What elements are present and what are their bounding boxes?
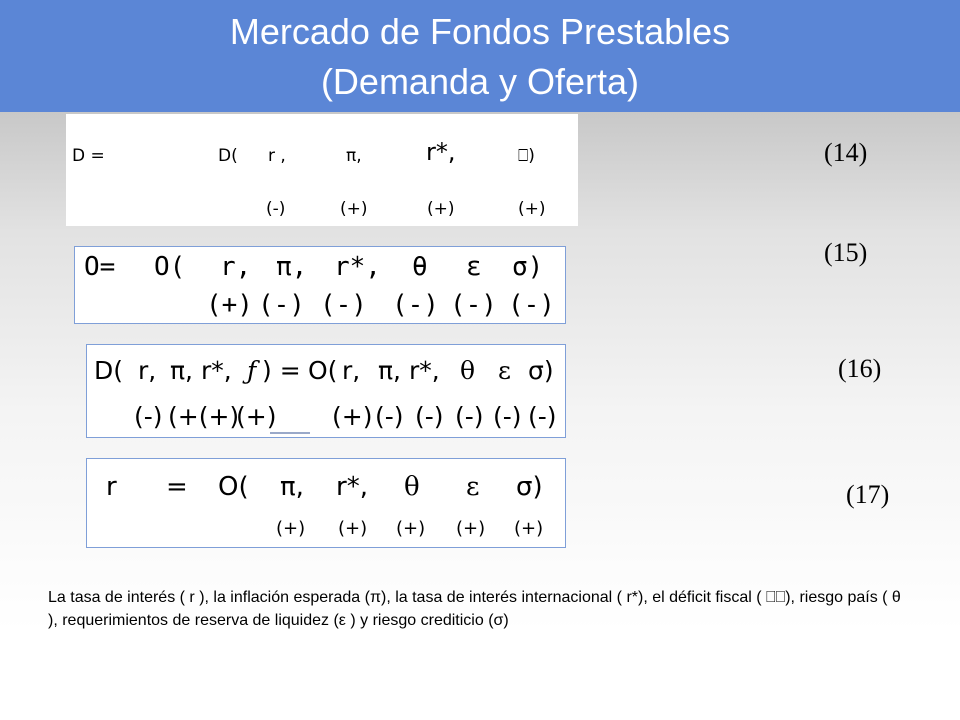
eq17-equals: =: [166, 472, 188, 502]
eq17-sign-4: (+): [456, 518, 486, 539]
eq16-sign-6: (-): [415, 402, 444, 431]
variables-description: La tasa de interés ( r ), la inflación esperada (π), la tasa de interés internacional ( r*), el déficit fiscal ( ⎕⎕), riesgo país ( θ ), requerimientos de reserva de liquidez (ε ) y riesgo crediticio (σ): [48, 589, 901, 629]
eq14-rstar: r*,: [426, 138, 456, 166]
eq16-func-o: O(: [308, 356, 338, 385]
eq15-rstar: r*,: [334, 252, 381, 282]
eq15-lhs: O=: [84, 252, 116, 282]
eq17-pi: π,: [280, 472, 304, 502]
eq14-lhs: D =: [72, 146, 105, 166]
slide-title-line-2: (Demanda y Oferta): [320, 61, 640, 102]
eq16-f: ƒ: [247, 356, 257, 385]
eq16-sign-9: (-): [528, 402, 557, 431]
eq17-lhs: r: [106, 472, 117, 502]
eq15-epsilon: ε: [466, 252, 482, 282]
eq15-r: r,: [220, 252, 252, 282]
eq16-sign-7: (-): [455, 402, 484, 431]
eq16-func-d: D(: [94, 356, 124, 385]
eq14-sign-3: (+): [427, 199, 455, 219]
eq16-pi-rstar-2: π, r*,: [378, 356, 440, 385]
eq15-sign-2: (-): [258, 290, 305, 320]
eq14-last: ⎕): [518, 146, 535, 166]
eq16-sign-5: (-): [375, 402, 404, 431]
eq15-sigma: σ): [512, 252, 544, 282]
eq15-theta: θ: [412, 252, 428, 282]
eq16-equals: ) =: [262, 356, 301, 385]
equation-17-box: [86, 458, 566, 548]
eq17-theta: θ: [404, 472, 420, 502]
eq16-sign-1: (-): [134, 402, 163, 431]
eq17-func: O(: [218, 472, 249, 502]
eq17-sign-2: (+): [338, 518, 368, 539]
eq14-sign-4: (+): [518, 199, 546, 219]
eq17-rstar: r*,: [336, 472, 368, 502]
equation-number-16: (16): [838, 354, 882, 383]
eq15-sign-4: (-): [392, 290, 439, 320]
eq15-func: O(: [154, 252, 186, 282]
eq16-sign-4: (+): [332, 402, 373, 431]
eq14-pi: π,: [346, 146, 362, 166]
eq16-sign-2: (+(+): [168, 402, 240, 431]
eq14-r: r ,: [268, 146, 286, 166]
eq16-r: r,: [138, 356, 157, 385]
eq14-sign-2: (+): [340, 199, 368, 219]
eq16-pi-rstar: π, r*,: [170, 356, 232, 385]
eq17-sigma: σ): [516, 472, 543, 502]
equation-number-14: (14): [824, 138, 868, 167]
eq15-sign-6: (-): [508, 290, 555, 320]
eq16-sigma: σ): [528, 356, 554, 385]
eq17-sign-1: (+): [276, 518, 306, 539]
eq16-r-2: r,: [342, 356, 361, 385]
eq16-theta: θ: [460, 356, 476, 385]
equation-number-17: (17): [846, 480, 890, 509]
equation-14-box: [66, 114, 578, 226]
eq14-sign-1: (-): [266, 199, 286, 219]
eq15-pi: π,: [276, 252, 308, 282]
eq16-sign-3: (+): [236, 402, 277, 431]
eq16-sign-8: (-): [493, 402, 522, 431]
equation-number-15: (15): [824, 238, 868, 267]
eq17-sign-5: (+): [514, 518, 544, 539]
eq16-strikeout-line: [270, 432, 310, 434]
eq17-epsilon: ε: [466, 472, 480, 502]
eq16-epsilon: ε: [498, 356, 511, 385]
title-banner: [0, 0, 960, 112]
eq15-sign-1: (+): [206, 290, 253, 320]
slide-title-line-1: Mercado de Fondos Prestables: [229, 11, 731, 52]
eq17-sign-3: (+): [396, 518, 426, 539]
eq14-func: D(: [218, 146, 238, 166]
eq15-sign-5: (-): [450, 290, 497, 320]
eq15-sign-3: (-): [320, 290, 367, 320]
